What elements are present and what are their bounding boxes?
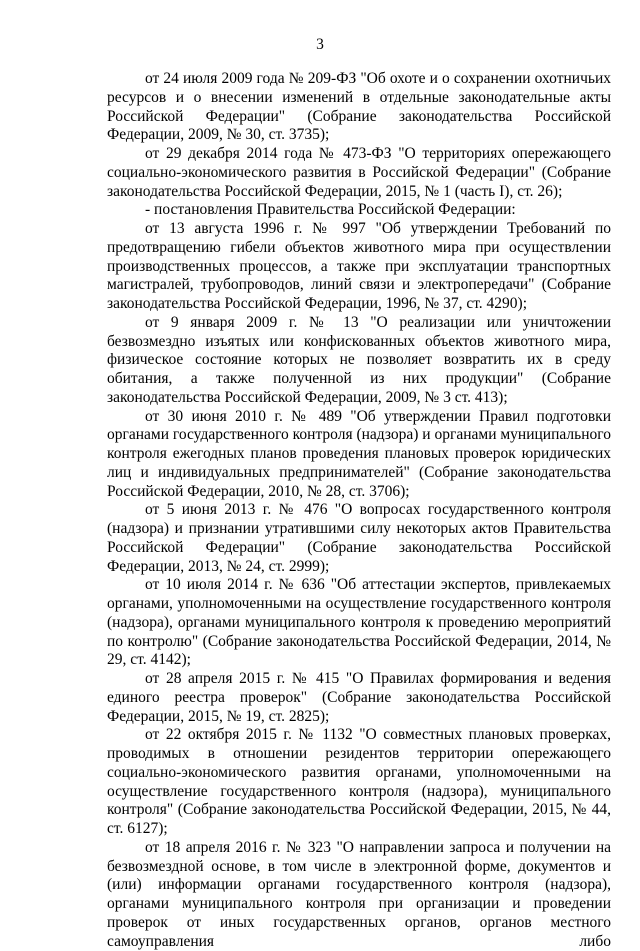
document-body (107, 70, 611, 951)
paragraph-resolution-489: от 30 июня 2010 г. № 489 "Об утверждении Правил подготовки органами государственного контроля (надзора) и органами муниципального контроля ежегодных планов проведения плановых проверок юридических лиц и индивидуальных предпринимателей" (Собрание законодательства Российской Федерации, 2010, № 28, ст. 3706); (107, 407, 611, 500)
paragraph-advanced-development-territories-law: от 29 декабря 2014 года № 473-ФЗ "О территориях опережающего социально-экономического развития в Российской Федерации" (Собрание законодательства Российской Федерации, 2015, № 1 (часть I), ст. 26); (107, 145, 611, 200)
paragraph-resolution-323: от 18 апреля 2016 г. № 323 "О направлении запроса и получении на безвозмездной основе, в том числе в электронной форме, документов и (или) информации органами государственного контроля (надзора), органами муниципального контроля при организации и проведении проверок от иных государственных органов, органов местного самоуправления либо (107, 838, 611, 950)
paragraph-resolution-415: от 28 апреля 2015 г. № 415 "О Правилах формирования и ведения единого реестра проверок" (Собрание законодательства Российской Федерации, 2015, № 19, ст. 2825); (107, 670, 611, 725)
paragraph-resolution-13: от 9 января 2009 г. № 13 "О реализации или уничтожении безвозмездно изъятых или конфискованных объектов животного мира, физическое состояние которых не позволяет возвратить их в среду обитания, а также полученной из них продукции" (Собрание законодательства Российской Федерации, 2009, № 3 ст. 413); (107, 313, 611, 406)
paragraph-resolution-636: от 10 июля 2014 г. № 636 "Об аттестации экспертов, привлекаемых органами, уполномоченными на осуществление государственного контроля (надзора), органами муниципального контроля к проведению мероприятий по контролю" (Собрание законодательства Российской Федерации, 2014, № 29, ст. 4142); (107, 576, 611, 669)
paragraph-resolution-476: от 5 июня 2013 г. № 476 "О вопросах государственного контроля (надзора) и признании утратившими силу некоторых актов Правительства Российской Федерации" (Собрание законодательства Российской Федерации, 2013, № 24, ст. 2999); (107, 501, 611, 575)
paragraph-resolution-997: от 13 августа 1996 г. № 997 "Об утверждении Требований по предотвращению гибели объектов животного мира при осуществлении производственных процессов, а также при эксплуатации транспортных магистралей, трубопроводов, линий связи и электропередачи" (Собрание законодательства Российской Федерации, 1996, № 37, ст. 4290); (107, 220, 611, 312)
paragraph-resolution-1132: от 22 октября 2015 г. № 1132 "О совместных плановых проверках, проводимых в отношении резидентов территории опережающего социально-экономического развития органами, уполномоченными на осуществление государственного контроля (надзора), муниципального контроля" (Собрание законодательства Российской Федерации, 2015, № 44, ст. 6127); (107, 726, 611, 837)
paragraph-government-resolutions-heading: - постановления Правительства Российской Федерации: (145, 201, 516, 219)
page-number: 3 (316, 36, 324, 53)
paragraph-hunting-law: от 24 июля 2009 года № 209-ФЗ "Об охоте и о сохранении охотничьих ресурсов и о внесении изменений в отдельные законодательные акты Российской Федерации" (Собрание законодательства Российской Федерации, 2009, № 30, ст. 3735); (107, 70, 611, 144)
